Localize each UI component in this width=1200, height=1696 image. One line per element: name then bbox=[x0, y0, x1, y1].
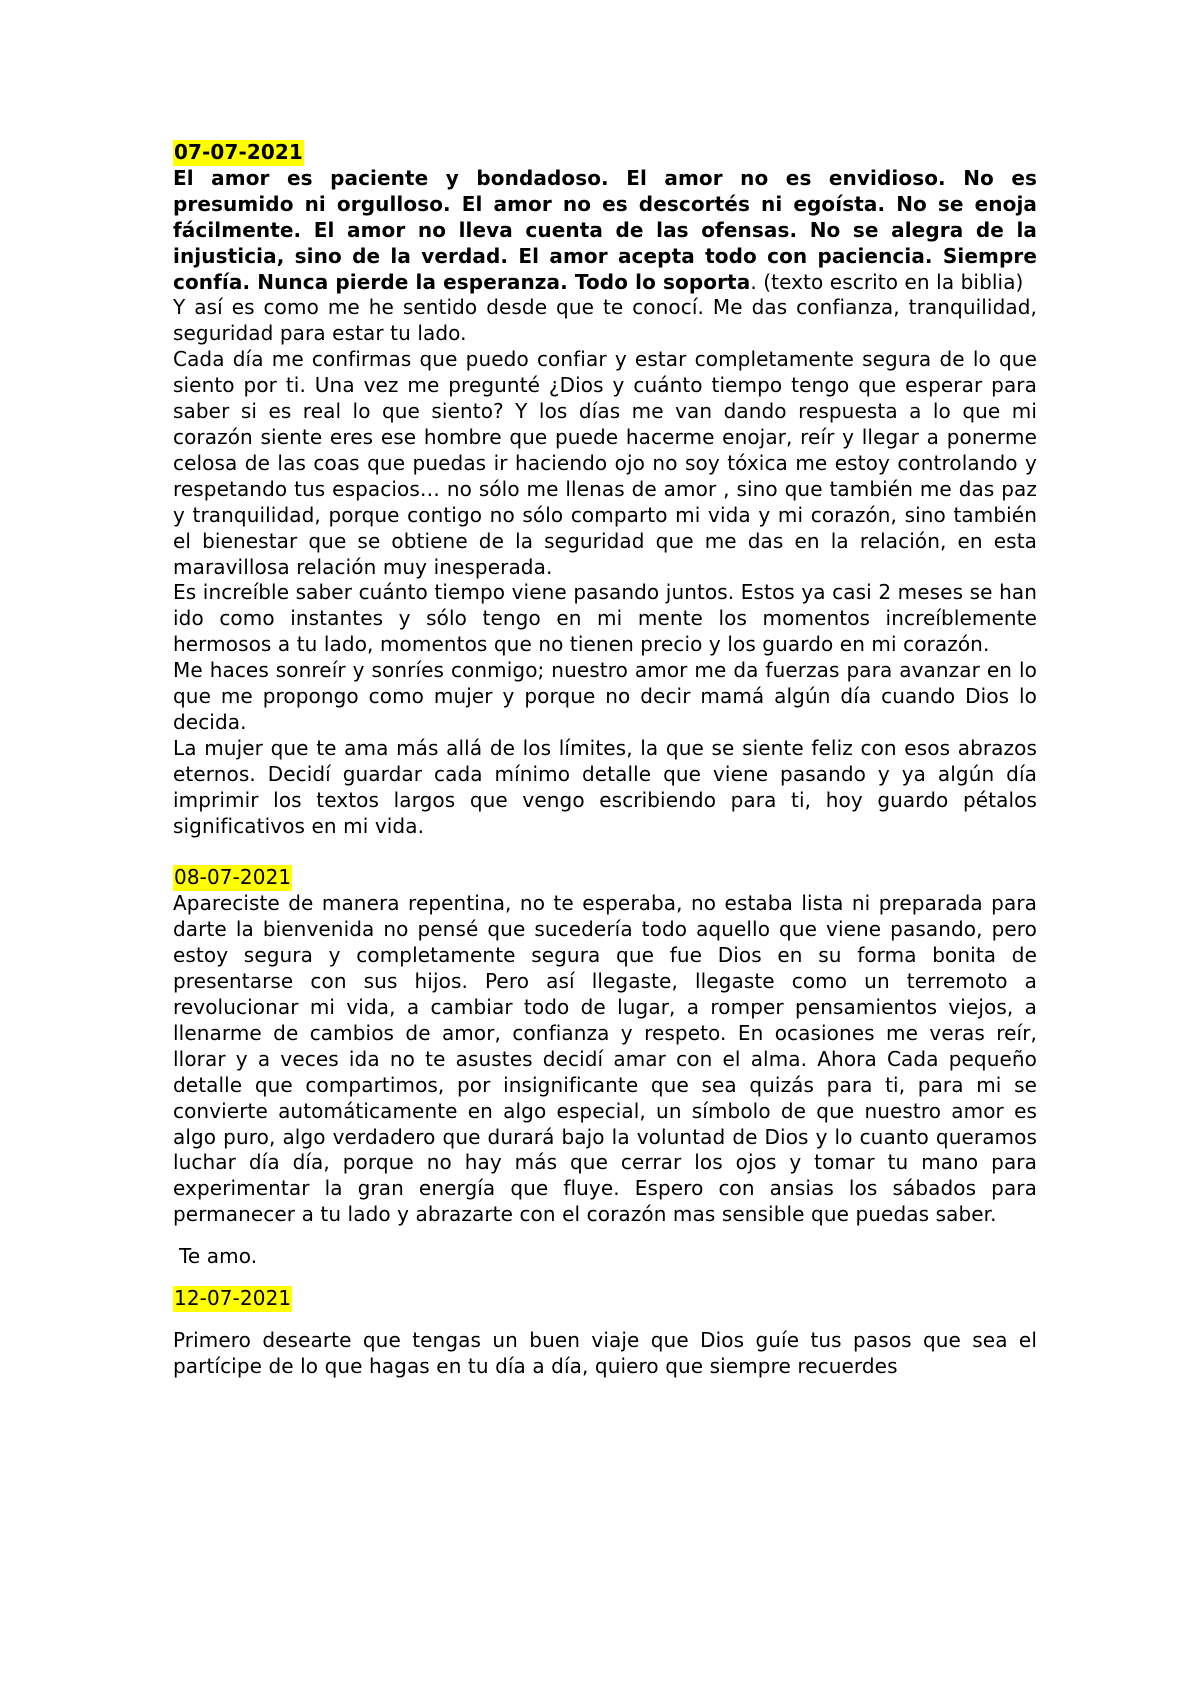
entry-date: 08-07-2021 bbox=[174, 865, 292, 890]
verse-text: El amor es paciente y bondadoso. El amor no es envidioso. No es presumido ni orgulloso. El amor no es descortés ni egoísta. No se enoja fácilmente. El amor no lleva cuenta de las ofensas. No se alegra de la injusticia, sino de la verdad. El amor acepta todo con paciencia. Siempre confía. Nunca pierde la esperanza. Todo lo soporta bbox=[173, 165, 1037, 294]
paragraph: Me haces sonreír y sonríes conmigo; nuestro amor me da fuerzas para avanzar en lo que me propongo como mujer y porque no decir mamá algún día cuando Dios lo decida. bbox=[173, 658, 1037, 734]
spacer bbox=[173, 1228, 1037, 1244]
paragraph: La mujer que te ama más allá de los límites, la que se siente feliz con esos abrazos eternos. Decidí guardar cada mínimo detalle que viene pasando y ya algún día imprimir los textos largos que vengo escribiendo para ti, hoy guardo pétalos significativos en mi vida. bbox=[173, 735, 1037, 838]
entry-date: 12-07-2021 bbox=[174, 1286, 292, 1311]
paragraph: Primero desearte que tengas un buen viaje que Dios guíe tus pasos que sea el partícipe de lo que hagas en tu día a día, quiero que siempre recuerdes bbox=[173, 1327, 1037, 1378]
verse-note: . (texto escrito en la biblia) bbox=[750, 269, 1024, 294]
paragraph: Apareciste de manera repentina, no te esperaba, no estaba lista ni preparada para darte la bienvenida no pensé que sucedería todo aquello que viene pasando, pero estoy segura y completamente segura que fue Dios en su forma bonita de presentarse con sus hijos. Pero así llegaste, llegaste como un terremoto a revolucionar mi vida, a cambiar todo de lugar, a romper pensamientos viejos, a llenarme de cambios de amor, confianza y respeto. En ocasiones me veras reír, llorar y a veces ida no te asustes decidí amar con el alma. Ahora Cada pequeño detalle que compartimos, por insignificante que sea quizás para ti, para mi se convierte automáticamente en algo especial, un símbolo de que nuestro amor es algo puro, algo verdadero que durará bajo la voluntad de Dios y lo cuanto queramos luchar día día, porque no hay más que cerrar los ojos y tomar tu mano para experimentar la gran energía que fluye. Espero con ansias los sábados para permanecer a tu lado y abrazarte con el corazón mas sensible que puedas saber. bbox=[173, 891, 1037, 1227]
entry-07-07-2021 bbox=[173, 140, 1037, 839]
spacer bbox=[173, 839, 1037, 865]
paragraph: Cada día me confirmas que puedo confiar y estar completamente segura de lo que siento por ti. Una vez me pregunté ¿Dios y cuánto tiempo tengo que esperar para saber si es real lo que siento? Y los días me van dando respuesta a lo que mi corazón siente eres ese hombre que puede hacerme enojar, reír y llegar a ponerme celosa de las coas que puedas ir haciendo ojo no soy tóxica me estoy controlando y respetando tus espacios… no sólo me llenas de amor , sino que también me das paz y tranquilidad, porque contigo no sólo comparto mi vida y mi corazón, sino también el bienestar que se obtiene de la seguridad que me das en la relación, en esta maravillosa relación muy inesperada. bbox=[173, 347, 1037, 579]
closing-line: Te amo. bbox=[179, 1244, 258, 1269]
spacer bbox=[173, 1270, 1037, 1286]
entry-date: 07-07-2021 bbox=[174, 140, 303, 164]
spacer bbox=[173, 1312, 1037, 1328]
entry-08-07-2021 bbox=[173, 865, 1037, 1270]
entry-12-07-2021 bbox=[173, 1286, 1037, 1380]
paragraph: Y así es como me he sentido desde que te conocí. Me das confianza, tranquilidad, seguridad para estar tu lado. bbox=[173, 295, 1037, 346]
paragraph: Es increíble saber cuánto tiempo viene pasando juntos. Estos ya casi 2 meses se han ido como instantes y sólo tengo en mi mente los momentos increíblemente hermosos a tu lado, momentos que no tienen precio y los guardo en mi corazón. bbox=[173, 580, 1037, 657]
bible-verse bbox=[173, 166, 1037, 296]
document-body bbox=[173, 140, 1037, 1380]
